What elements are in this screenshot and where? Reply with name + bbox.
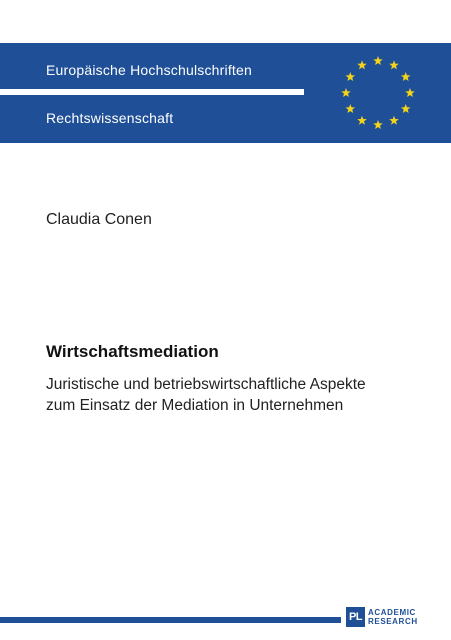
- series-subtitle: Rechtswissenschaft: [46, 110, 174, 126]
- publisher-logo-mark: PL: [346, 607, 365, 627]
- star-icon: [373, 56, 383, 65]
- book-subtitle: [46, 374, 426, 416]
- eu-star-circle-icon: [335, 52, 421, 134]
- series-title: Europäische Hochschulschriften: [46, 62, 252, 78]
- book-title: Wirtschaftsmediation: [46, 342, 219, 361]
- subtitle-line: zum Einsatz der Mediation in Unternehmen: [46, 397, 344, 414]
- star-icon: [357, 116, 367, 125]
- star-icon: [357, 60, 367, 69]
- author-name: Claudia Conen: [46, 211, 152, 228]
- bottom-divider: [0, 617, 341, 623]
- publisher-logo-text: [368, 608, 418, 626]
- star-icon: [346, 104, 356, 113]
- star-icon: [401, 72, 411, 81]
- publisher-logo: [346, 606, 418, 628]
- star-icon: [405, 88, 415, 97]
- star-icon: [389, 116, 399, 125]
- publisher-logo-line: RESEARCH: [368, 617, 418, 626]
- star-icon: [373, 120, 383, 129]
- star-icon: [346, 72, 356, 81]
- publisher-logo-line: ACADEMIC: [368, 608, 416, 617]
- series-divider: [0, 89, 304, 95]
- star-icon: [389, 60, 399, 69]
- subtitle-line: Juristische und betriebswirtschaftliche Aspekte: [46, 376, 366, 393]
- star-icon: [401, 104, 411, 113]
- star-icon: [341, 88, 351, 97]
